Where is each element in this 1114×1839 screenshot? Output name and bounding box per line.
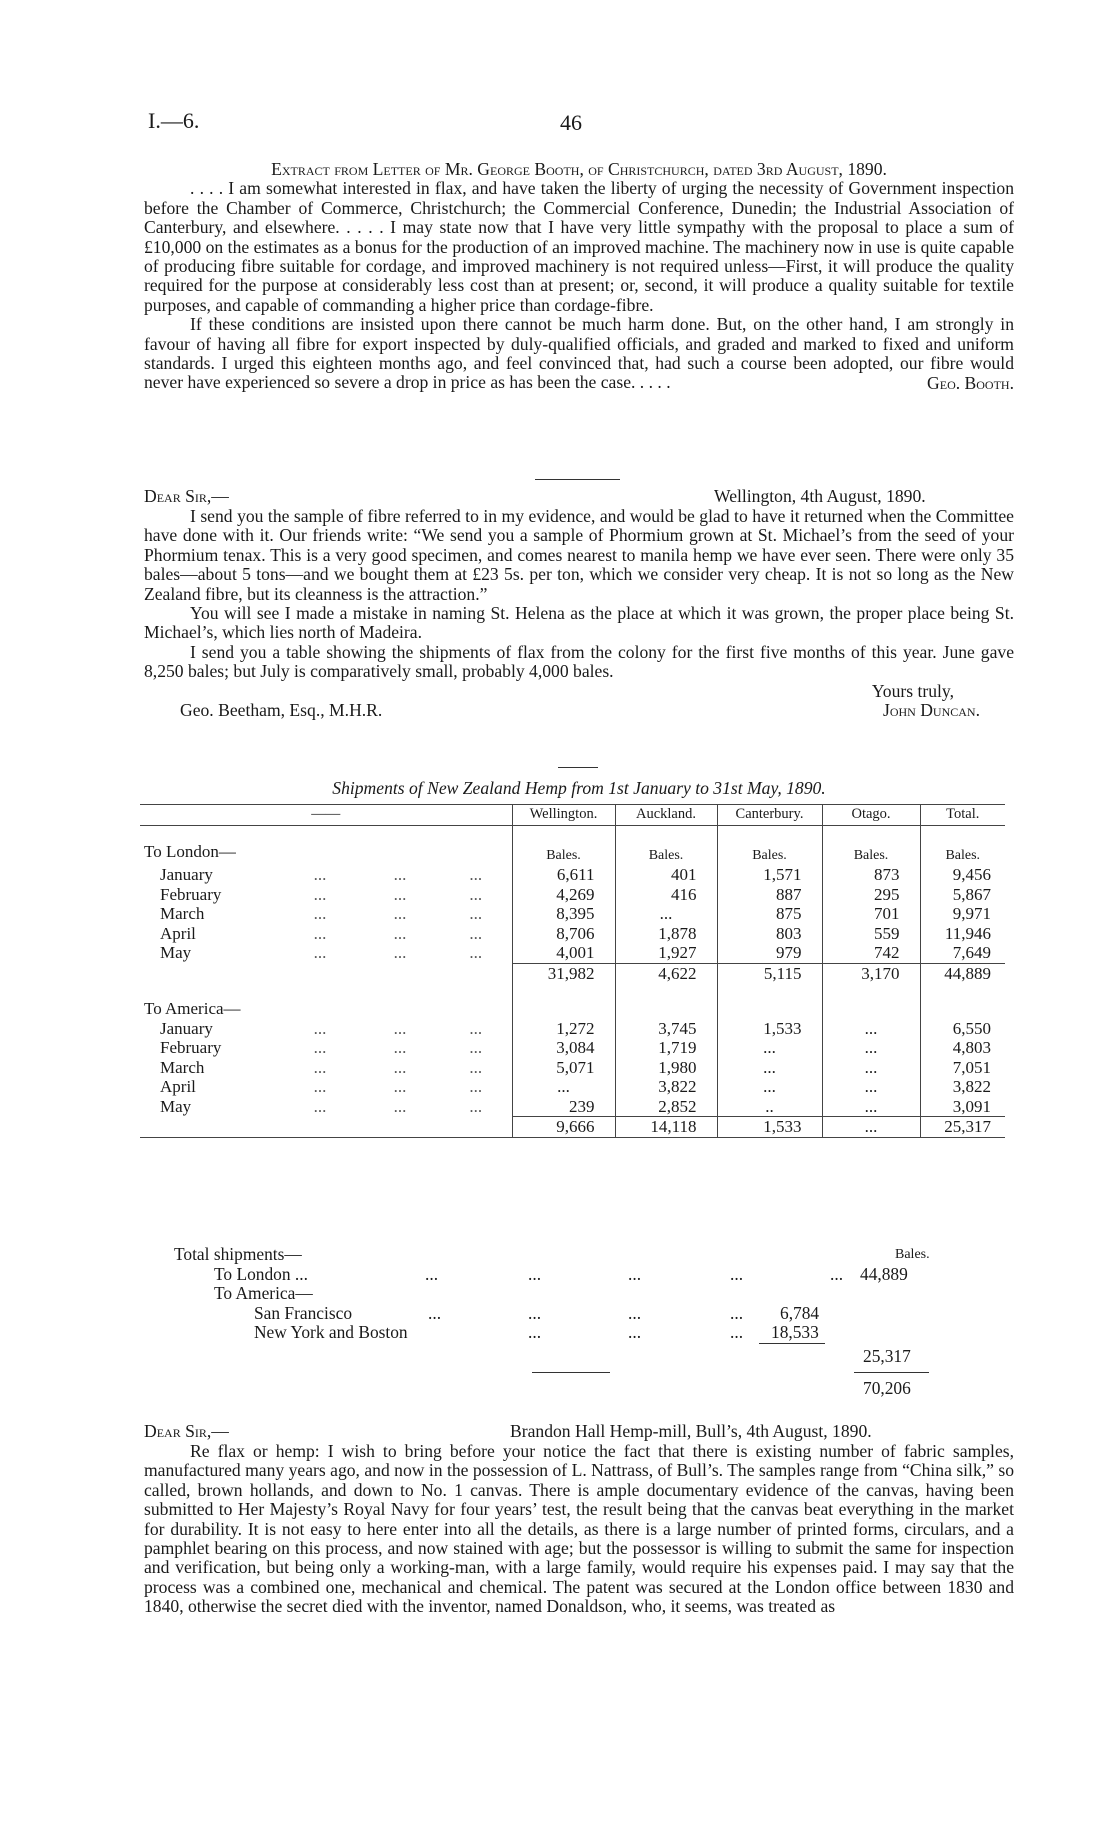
summary-grand-total-row (140, 1373, 1005, 1398)
cell-canterbury: .. (717, 1097, 822, 1117)
leader-dots: ... (628, 1263, 642, 1284)
leader-dots: ... (313, 1018, 327, 1038)
leader-dots: ... (469, 1096, 483, 1116)
summary-ny-row (140, 1323, 1005, 1343)
cell-wellington: 5,071 (512, 1058, 615, 1078)
cell-wellington: 6,611 (512, 865, 615, 885)
unit-label: Bales. (717, 825, 822, 865)
leader-dots: ... (393, 943, 407, 962)
cell-wellington: 239 (512, 1097, 615, 1117)
unit-label (512, 983, 615, 1019)
cell-total: 9,456 (920, 865, 1005, 885)
summary-america-label: To America— (214, 1283, 313, 1303)
leader-dots: ... (469, 1038, 483, 1057)
total-otago: ... (822, 1117, 920, 1138)
col-header-auckland: Auckland. (615, 805, 717, 826)
cell-auckland: 416 (615, 885, 717, 905)
cell-wellington: 1,272 (512, 1019, 615, 1039)
letter-place-date: Wellington, 4th August, 1890. (714, 486, 926, 506)
summary-london-row (140, 1265, 1005, 1285)
cell-auckland: 1,878 (615, 924, 717, 944)
extract-paragraph-2: If these conditions are insisted upon there cannot be much harm done. But, on the other hand, I am strongly in favour of having all fibre for export inspected by duly-qualified officials, and graded and marked to fixed and uniform standards. I urged this eighteen months ago, and feel convinced that, had such a course been adopted, our fibre would never have experienced so severe a drop in price as has been the case. . . . . (144, 314, 1014, 393)
summary-ny-value: 18,533 (771, 1322, 819, 1342)
cell-otago: 295 (822, 885, 920, 905)
summary-sf-value: 6,784 (780, 1302, 820, 1323)
document-reference: I.—6. (148, 108, 200, 133)
leader-dots: ... (730, 1302, 744, 1323)
cell-wellington: 4,269 (512, 885, 615, 905)
cell-auckland: 3,745 (615, 1019, 717, 1039)
extract-signature: Geo. Booth. (927, 372, 1014, 393)
leader-dots: ... (469, 904, 483, 923)
leader-dots: ... (528, 1322, 542, 1342)
cell-total: 6,550 (920, 1019, 1005, 1039)
cell-total: 3,091 (920, 1097, 1005, 1117)
leader-dots: ... (393, 1057, 407, 1077)
london-totals-row (140, 963, 1005, 983)
london-heading: To London— (144, 841, 236, 861)
table-row (140, 1097, 1005, 1117)
unit-label: Bales. (615, 825, 717, 865)
cell-otago: ... (822, 1019, 920, 1039)
leader-dots: ... (469, 1077, 483, 1096)
row-month: January (160, 865, 213, 884)
cell-total: 7,051 (920, 1058, 1005, 1078)
totals-spacer (140, 1117, 512, 1138)
table-header-row (140, 805, 1005, 826)
summary-grand-total: 70,206 (863, 1377, 911, 1398)
row-month: March (160, 904, 205, 923)
leader-dots: ... (428, 1302, 442, 1323)
leader-dots: ... (313, 1038, 327, 1057)
leader-dots: ... (528, 1263, 542, 1284)
cell-auckland: 1,927 (615, 943, 717, 963)
leader-dots: ... (393, 1077, 407, 1096)
leader-dots: ... (469, 884, 483, 904)
america-section (140, 983, 1005, 1137)
table-row (140, 1077, 1005, 1097)
leader-dots: ... (469, 923, 483, 943)
cell-auckland: ... (615, 904, 717, 924)
cell-canterbury: 1,533 (717, 1019, 822, 1039)
table-row (140, 865, 1005, 885)
leader-dots: ... (393, 884, 407, 904)
cell-otago: ... (822, 1038, 920, 1058)
cell-otago: ... (822, 1097, 920, 1117)
leader-dots: ... (469, 865, 483, 884)
america-totals-row (140, 1117, 1005, 1138)
total-total: 25,317 (920, 1117, 1005, 1138)
page-number: 46 (560, 110, 582, 135)
row-month: January (160, 1018, 213, 1038)
summary-america-total-row (140, 1344, 1005, 1372)
leader-dots: ... (730, 1322, 744, 1342)
table-row (140, 1038, 1005, 1058)
summary-ny-label: New York and Boston (254, 1322, 408, 1342)
summary-america-row (140, 1284, 1005, 1304)
leader-dots: ... (393, 923, 407, 943)
row-month: March (160, 1057, 205, 1077)
table-title: Shipments of New Zealand Hemp from 1st January to 31st May, 1890. (332, 778, 826, 798)
col-header-otago: Otago. (822, 805, 920, 826)
row-month: February (160, 884, 222, 904)
leader-dots: ... (393, 1018, 407, 1038)
table-row (140, 904, 1005, 924)
cell-total: 9,971 (920, 904, 1005, 924)
leader-dots: ... (628, 1302, 642, 1323)
letter-paragraph-2: You will see I made a mistake in naming St. Helena as the place at which it was grown, the proper place being St. Michael’s, which lies north of Madeira. (144, 603, 1014, 643)
letter-salutation: Dear Sir,— (144, 1421, 229, 1441)
leader-dots: ... (393, 1038, 407, 1057)
cell-wellington: 3,084 (512, 1038, 615, 1058)
cell-canterbury: ... (717, 1038, 822, 1058)
cell-otago: 873 (822, 865, 920, 885)
cell-otago: 701 (822, 904, 920, 924)
total-wellington: 31,982 (512, 963, 615, 983)
row-month: February (160, 1038, 222, 1057)
leader-dots: ... (313, 1077, 327, 1096)
unit-label: Bales. (512, 825, 615, 865)
leader-dots: ... (730, 1263, 744, 1284)
cell-total: 7,649 (920, 943, 1005, 963)
booth-extract (144, 160, 1014, 393)
cell-auckland: 3,822 (615, 1077, 717, 1097)
total-wellington: 9,666 (512, 1117, 615, 1138)
leader-dots: ... (313, 865, 327, 884)
cell-total: 3,822 (920, 1077, 1005, 1097)
summary-london-value: 44,889 (860, 1263, 908, 1284)
cell-wellington: 8,706 (512, 924, 615, 944)
cell-total: 11,946 (920, 924, 1005, 944)
table-row (140, 1058, 1005, 1078)
cell-auckland: 1,980 (615, 1058, 717, 1078)
unit-label (615, 983, 717, 1019)
duncan-letter (144, 487, 1014, 720)
table-row (140, 943, 1005, 963)
leader-dots: ... (313, 1096, 327, 1116)
letter-header (144, 1422, 1014, 1442)
letter-salutation: Dear Sir,— (144, 486, 229, 506)
extract-paragraph-1: . . . . I am somewhat interested in flax, and have taken the liberty of urging the necessity of Government inspection before the Chamber of Commerce, Christchurch; the Commercial Conference, Dunedin; the Industrial Association of Canterbury, and elsewhere. . . . . I may state now that I have very little sympathy with the proposal to place a sum of £10,000 on the estimates as a bonus for the production of an improved machine. The machinery now in use is quite capable of producing fibre suitable for cordage, and improved machinery is not required unless—First, it will produce the quality required for the purpose at considerably less cost than at present; or, second, it will produce a quality suitable for textile purposes, and capable of commanding a higher price than cordage-fibre. (144, 178, 1014, 315)
unit-label (920, 983, 1005, 1019)
summary-heading-row (140, 1245, 1005, 1265)
cell-total: 5,867 (920, 885, 1005, 905)
letter-paragraph-3: I send you a table showing the shipments of flax from the colony for the first five months of this year. June gave 8,250 bales; but July is comparatively small, probably 4,000 bales. (144, 641, 1014, 682)
letter-paragraph-1: I send you the sample of fibre referred to in my evidence, and would be glad to have it returned when the Committee have done with it. Our friends write: “We send you a sample of Phormium grown at St. Michael’s from the seed of your Phormium tenax. This is a very good specimen, and comes nearest to manila hemp we have ever seen. There were only 35 bales—about 5 tons—and we bought them at £23 5s. per ton, which we consider very cheap. It is not so long as the New Zealand fibre, but its cleanness is the attraction.” (144, 506, 1014, 604)
cell-canterbury: 887 (717, 885, 822, 905)
letter-addressee: Geo. Beetham, Esq., M.H.R. (180, 700, 383, 721)
row-month: May (160, 943, 192, 962)
cell-canterbury: 875 (717, 904, 822, 924)
total-auckland: 4,622 (615, 963, 717, 983)
total-auckland: 14,118 (615, 1117, 717, 1138)
london-heading-row (140, 825, 1005, 865)
unit-label: Bales. (920, 825, 1005, 865)
total-shipments (140, 1244, 1005, 1398)
leader-dots: ... (313, 943, 327, 962)
cell-wellington: 4,001 (512, 943, 615, 963)
cell-otago: 559 (822, 924, 920, 944)
unit-label: Bales. (822, 825, 920, 865)
letter-body: Re flax or hemp: I wish to bring before your notice the fact that there is existing number of fabric samples, manufactured many years ago, and now in the possession of L. Nattrass, of Bull’s. The samples range from “China silk,” so called, brown hollands, and down to No. 1 canvas. There is ample documentary evidence of the canvas, having been submitted to Her Majesty’s Royal Navy for four years’ test, the result being that the canvas beat everything in the market for durability. It is not easy to here enter into all the details, as there is a large number of printed forms, circulars, and a pamphlet bearing on this process, and now stained with age; but the possessor is willing to submit the same for inspection and verification, but being only a working-man, with a large family, would require his expenses paid. I may say that the process was a combined one, mechanical and chemical. The patent was secured at the London office between 1830 and 1840, otherwise the secret died with the inventor, named Donaldson, who, it seems, was treated as (144, 1441, 1014, 1617)
totals-spacer (140, 963, 512, 983)
letter-footer (144, 701, 1014, 720)
separator-rule (558, 767, 598, 768)
cell-wellington: 8,395 (512, 904, 615, 924)
america-heading: To America— (144, 999, 241, 1018)
cell-canterbury: 803 (717, 924, 822, 944)
col-header-total: Total. (920, 805, 1005, 826)
leader-dots: ... (393, 904, 407, 923)
cell-canterbury: 1,571 (717, 865, 822, 885)
leader-dots: ... (313, 1057, 327, 1077)
letter-header (144, 487, 1014, 507)
unit-label (822, 983, 920, 1019)
cell-canterbury: ... (717, 1077, 822, 1097)
letter-signature: John Duncan. (882, 700, 980, 721)
row-month: April (160, 923, 196, 943)
leader-dots: ... (313, 884, 327, 904)
summary-sf-row (140, 1304, 1005, 1324)
summary-unit: Bales. (895, 1247, 930, 1262)
leader-dots: ... (425, 1263, 439, 1284)
summary-heading: Total shipments— (174, 1244, 302, 1264)
america-heading-row (140, 983, 1005, 1019)
extract-heading: Extract from Letter of Mr. George Booth, of Christchurch, dated 3rd August, 1890. (271, 159, 887, 179)
leader-dots: ... (469, 943, 483, 962)
nattrass-letter (144, 1422, 1014, 1617)
table-row (140, 885, 1005, 905)
cell-otago: ... (822, 1058, 920, 1078)
shipments-table (140, 804, 1005, 1138)
cell-auckland: 1,719 (615, 1038, 717, 1058)
row-month: April (160, 1077, 196, 1096)
summary-london-label: To London ... (214, 1263, 308, 1284)
cell-total: 4,803 (920, 1038, 1005, 1058)
leader-dots: ... (469, 1057, 483, 1077)
leader-dots: ... (830, 1263, 844, 1284)
separator-rule (535, 479, 620, 480)
total-total: 44,889 (920, 963, 1005, 983)
letter-place-date: Brandon Hall Hemp-mill, Bull’s, 4th August, 1890. (510, 1421, 872, 1441)
cell-otago: 742 (822, 943, 920, 963)
unit-label (717, 983, 822, 1019)
cell-auckland: 401 (615, 865, 717, 885)
letter-closing: Yours truly, (871, 680, 954, 701)
total-canterbury: 1,533 (717, 1117, 822, 1138)
leader-dots: ... (393, 1096, 407, 1116)
row-month: May (160, 1096, 192, 1116)
total-otago: 3,170 (822, 963, 920, 983)
table-row (140, 924, 1005, 944)
cell-canterbury: ... (717, 1058, 822, 1078)
cell-canterbury: 979 (717, 943, 822, 963)
leader-dots: ... (393, 865, 407, 884)
cell-otago: ... (822, 1077, 920, 1097)
cell-auckland: 2,852 (615, 1097, 717, 1117)
leader-dots: ... (469, 1018, 483, 1038)
header-blank: —— (140, 805, 512, 826)
cell-wellington: ... (512, 1077, 615, 1097)
leader-dots: ... (528, 1302, 542, 1323)
summary-sf-label: San Francisco (254, 1302, 353, 1323)
total-canterbury: 5,115 (717, 963, 822, 983)
col-header-canterbury: Canterbury. (717, 805, 822, 826)
leader-dots: ... (313, 904, 327, 923)
leader-dots: ... (628, 1322, 642, 1342)
leader-dots: ... (313, 923, 327, 943)
table-row (140, 1019, 1005, 1039)
summary-america-total: 25,317 (863, 1345, 911, 1366)
london-section (140, 825, 1005, 983)
col-header-wellington: Wellington. (512, 805, 615, 826)
